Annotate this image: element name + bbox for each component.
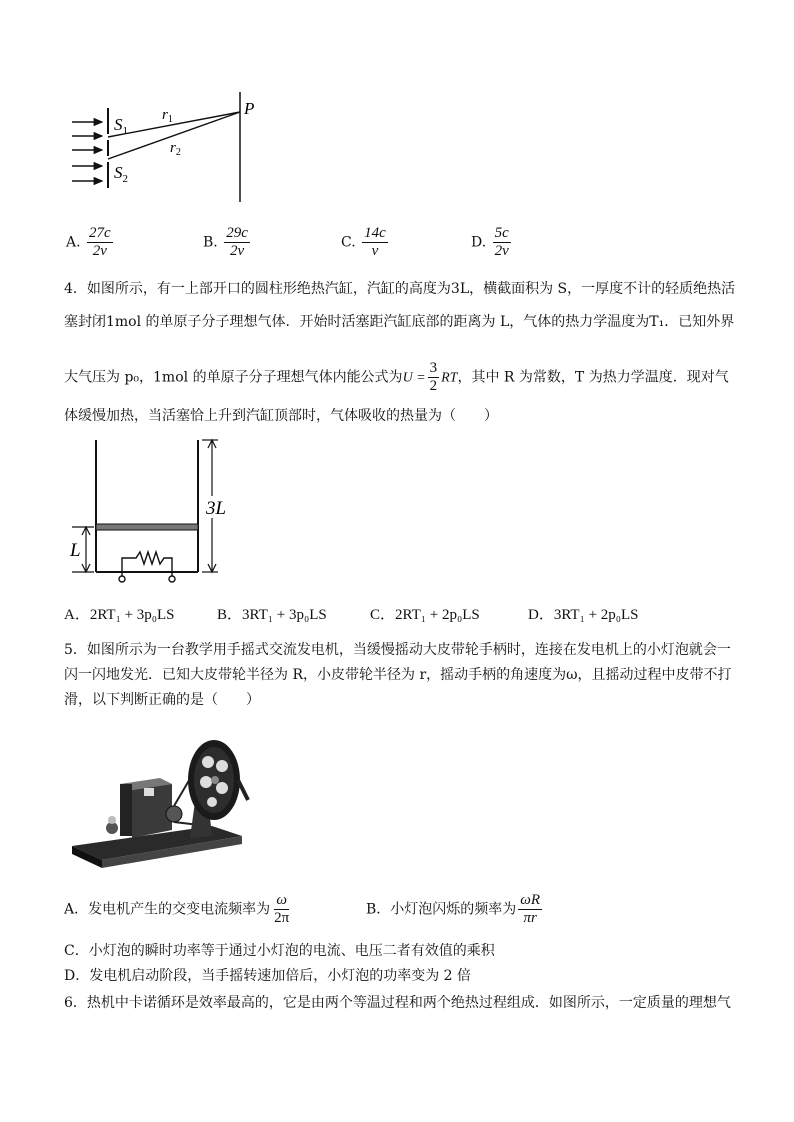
q3-option-c[interactable]: C. $\frac{14c}{v}$ [341, 225, 386, 259]
q6-line-1: 6．热机中卡诺循环是效率最高的，它是由两个等温过程和两个绝热过程组成．如图所示，一定质量的理想气 [64, 995, 731, 1011]
q5-option-c[interactable]: C．小灯泡的瞬时功率等于通过小灯泡的电流、电压二者有效值的乘积 [64, 943, 495, 959]
q4-option-b[interactable]: B．3RT₁ + 3p₀LS [217, 607, 327, 623]
label-r1: $r_1$ [162, 107, 173, 125]
q5-line-3: 滑，以下判断正确的是（ ） [64, 692, 260, 708]
q5-line-1: 5．如图所示为一台教学用手摇式交流发电机，当缓慢摇动大皮带轮手柄时，连接在发电机上的小灯泡就会一 [64, 642, 731, 658]
q3-option-d[interactable]: D. $\frac{5c}{2v}$ [471, 225, 509, 259]
q4-option-a[interactable]: A．2RT₁ + 3p₀LS [64, 607, 175, 623]
q4-option-d[interactable]: D．3RT₁ + 2p₀LS [528, 607, 639, 623]
q4-option-c[interactable]: C．2RT₁ + 2p₀LS [370, 607, 480, 623]
q4-line-4: 体缓慢加热，当活塞恰上升到汽缸顶部时，气体吸收的热量为（ ） [64, 408, 498, 424]
label-3l: 3L [206, 498, 227, 519]
label-p: P [244, 99, 255, 118]
q3-option-b[interactable]: B. $\frac{29c}{2v}$ [203, 225, 248, 259]
q5-option-d[interactable]: D．发电机启动阶段，当手摇转速加倍后，小灯泡的功率变为 2 倍 [64, 968, 472, 984]
double-slit-figure [62, 86, 272, 206]
label-l: L [70, 540, 81, 561]
q5-line-2: 闪一闪地发光．已知大皮带轮半径为 R，小皮带轮半径为 r，摇动手柄的角速度为ω，且摇动过程中皮带不打 [64, 667, 732, 683]
generator-photo [62, 718, 252, 883]
label-s2: $S_2$ [114, 163, 128, 185]
q5-option-a[interactable]: A．发电机产生的交变电流频率为 $\frac{\omega}{2\pi}$ [64, 892, 290, 926]
q5-option-b[interactable]: B．小灯泡闪烁的频率为 $\frac{\omega R}{\pi r}$ [366, 892, 541, 926]
q3-option-a[interactable]: A. $\frac{27c}{2v}$ [66, 225, 111, 259]
q4-line-1: 4．如图所示，有一上部开口的圆柱形绝热汽缸，汽缸的高度为3L，横截面积为 S，一厚度不计的轻质绝热活 [64, 281, 736, 297]
label-s1: $S_1$ [114, 115, 128, 137]
piston [96, 524, 198, 530]
q4-line-2: 塞封闭1mol 的单原子分子理想气体．开始时活塞距汽缸底部的距离为 L，气体的热力学温度为T₁．已知外界 [64, 314, 735, 330]
cylinder-figure [62, 432, 242, 588]
q4-line-3: 大气压为 p₀，1mol 的单原子分子理想气体内能公式为U = $\frac{3}{2}$ RT，其中 R 为常数，T 为热力学温度．现对气 [64, 360, 729, 394]
label-r2: $r_2$ [170, 140, 181, 158]
